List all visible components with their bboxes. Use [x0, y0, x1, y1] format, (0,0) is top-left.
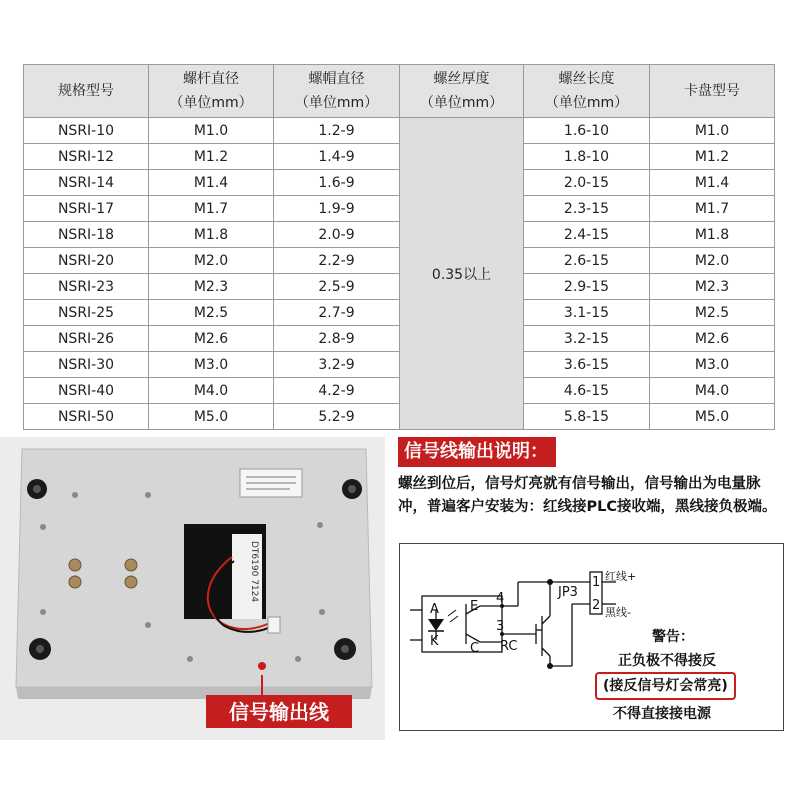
- label-RC: RC: [500, 639, 518, 654]
- cell-chuck: M1.7: [650, 196, 775, 222]
- cell-length: 3.1-15: [524, 300, 650, 326]
- callout-label: 信号输出线: [229, 700, 329, 724]
- cell-length: 4.6-15: [524, 378, 650, 404]
- cell-rod-diameter: M1.7: [149, 196, 274, 222]
- cell-nut-diameter: 2.8-9: [274, 326, 400, 352]
- cell-rod-diameter: M5.0: [149, 404, 274, 430]
- cell-chuck: M1.8: [650, 222, 775, 248]
- cell-model: NSRI-14: [24, 170, 149, 196]
- cell-rod-diameter: M2.3: [149, 274, 274, 300]
- label-pin3: 3: [496, 619, 505, 634]
- cell-nut-diameter: 1.4-9: [274, 144, 400, 170]
- rubber-foot-icon: [29, 638, 51, 660]
- cell-length: 1.6-10: [524, 118, 650, 144]
- cell-model: NSRI-17: [24, 196, 149, 222]
- label-A: A: [430, 602, 439, 617]
- explanation-body: 螺丝到位后，信号灯亮就有信号输出，信号输出为电量脉冲，普遍客户安装为：红线接PLC接收端，黑线接负极端。: [398, 476, 777, 515]
- table-row: [24, 222, 775, 248]
- cell-rod-diameter: M2.0: [149, 248, 274, 274]
- cell-length: 2.6-15: [524, 248, 650, 274]
- warning-title: 警告：: [652, 629, 694, 645]
- table-row: [24, 170, 775, 196]
- cell-chuck: M2.3: [650, 274, 775, 300]
- table-row: [24, 300, 775, 326]
- label-E: E: [470, 599, 479, 614]
- cell-length: 3.2-15: [524, 326, 650, 352]
- cell-length: 2.9-15: [524, 274, 650, 300]
- label-C: C: [470, 641, 480, 656]
- label-black-wire: 黑线-: [605, 606, 631, 619]
- cell-length: 1.8-10: [524, 144, 650, 170]
- cell-rod-diameter: M2.5: [149, 300, 274, 326]
- label-JP3: JP3: [558, 585, 578, 600]
- cell-length: 2.3-15: [524, 196, 650, 222]
- warning-line3: 不得直接接电源: [613, 706, 711, 722]
- cell-thickness: 0.35以上: [400, 118, 524, 430]
- header-chuck: 卡盘型号: [650, 65, 775, 118]
- cell-rod-diameter: M1.8: [149, 222, 274, 248]
- table-row: [24, 404, 775, 430]
- cell-model: NSRI-30: [24, 352, 149, 378]
- circuit-diagram: [399, 543, 784, 731]
- cell-nut-diameter: 2.2-9: [274, 248, 400, 274]
- cell-model: NSRI-25: [24, 300, 149, 326]
- cell-model: NSRI-10: [24, 118, 149, 144]
- warning-badge: (接反信号灯会常亮): [595, 672, 736, 700]
- cell-chuck: M3.0: [650, 352, 775, 378]
- table-body: [24, 118, 775, 430]
- cell-model: NSRI-12: [24, 144, 149, 170]
- cell-length: 2.4-15: [524, 222, 650, 248]
- warning-line1: 正负极不得接反: [618, 653, 716, 669]
- cell-model: NSRI-26: [24, 326, 149, 352]
- table-row: [24, 118, 775, 144]
- cell-chuck: M1.0: [650, 118, 775, 144]
- cell-length: 5.8-15: [524, 404, 650, 430]
- label-pin4: 4: [496, 591, 505, 606]
- cell-rod-diameter: M1.0: [149, 118, 274, 144]
- cell-length: 2.0-15: [524, 170, 650, 196]
- cell-chuck: M1.2: [650, 144, 775, 170]
- cell-nut-diameter: 2.0-9: [274, 222, 400, 248]
- table-row: [24, 378, 775, 404]
- rubber-foot-icon: [342, 479, 362, 499]
- cell-nut-diameter: 1.9-9: [274, 196, 400, 222]
- cell-model: NSRI-40: [24, 378, 149, 404]
- cell-rod-diameter: M4.0: [149, 378, 274, 404]
- header-thickness: 螺丝厚度 （单位mm）: [400, 65, 524, 118]
- cell-model: NSRI-50: [24, 404, 149, 430]
- rubber-foot-icon: [27, 479, 47, 499]
- cell-model: NSRI-23: [24, 274, 149, 300]
- cell-nut-diameter: 1.2-9: [274, 118, 400, 144]
- header-model: 规格型号: [24, 65, 149, 118]
- table-row: [24, 248, 775, 274]
- table-row: [24, 144, 775, 170]
- cell-chuck: M5.0: [650, 404, 775, 430]
- cell-nut-diameter: 4.2-9: [274, 378, 400, 404]
- table-header: [24, 65, 775, 118]
- cell-chuck: M1.4: [650, 170, 775, 196]
- board-label: DT6190 7124: [249, 541, 259, 603]
- label-K: K: [430, 634, 439, 649]
- explanation-title: 信号线输出说明：: [398, 437, 556, 467]
- label-pin1: 1: [592, 575, 601, 590]
- circuit-schematic: [400, 544, 783, 730]
- cell-rod-diameter: M2.6: [149, 326, 274, 352]
- cell-rod-diameter: M1.4: [149, 170, 274, 196]
- cell-nut-diameter: 2.5-9: [274, 274, 400, 300]
- cell-model: NSRI-18: [24, 222, 149, 248]
- header-row: [24, 65, 775, 118]
- cell-chuck: M2.5: [650, 300, 775, 326]
- rubber-foot-icon: [334, 638, 356, 660]
- cell-rod-diameter: M3.0: [149, 352, 274, 378]
- header-length: 螺丝长度 （单位mm）: [524, 65, 650, 118]
- cell-chuck: M2.0: [650, 248, 775, 274]
- device-photo: [0, 437, 385, 740]
- cell-chuck: M2.6: [650, 326, 775, 352]
- table-row: [24, 274, 775, 300]
- cell-nut-diameter: 2.7-9: [274, 300, 400, 326]
- spec-table: [23, 64, 775, 430]
- led-icon: [428, 619, 444, 631]
- table-row: [24, 196, 775, 222]
- cell-nut-diameter: 1.6-9: [274, 170, 400, 196]
- table-row: [24, 326, 775, 352]
- label-pin2: 2: [592, 598, 601, 613]
- cell-nut-diameter: 5.2-9: [274, 404, 400, 430]
- cell-length: 3.6-15: [524, 352, 650, 378]
- label-red-wire: 红线+: [605, 570, 637, 583]
- cell-rod-diameter: M1.2: [149, 144, 274, 170]
- cell-model: NSRI-20: [24, 248, 149, 274]
- header-rod-diameter: 螺杆直径 （单位mm）: [149, 65, 274, 118]
- table-row: [24, 352, 775, 378]
- header-nut-diameter: 螺帽直径 （单位mm）: [274, 65, 400, 118]
- cell-chuck: M4.0: [650, 378, 775, 404]
- cell-nut-diameter: 3.2-9: [274, 352, 400, 378]
